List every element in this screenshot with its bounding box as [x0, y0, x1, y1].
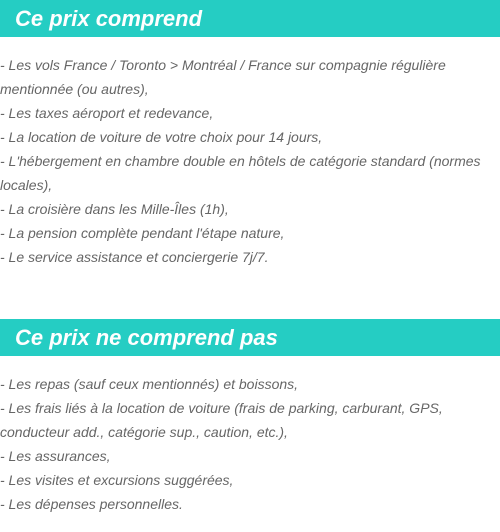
list-item: - Les visites et excursions suggérées, — [0, 472, 234, 488]
list-item: - La croisière dans les Mille-Îles (1h), — [0, 201, 229, 217]
list-item: - Les dépenses personnelles. — [0, 496, 183, 512]
list-item: - Les repas (sauf ceux mentionnés) et boissons, — [0, 376, 299, 392]
excludes-list — [0, 372, 500, 516]
list-item: - L'hébergement en chambre double en hôtels de catégorie standard (normes locales), — [0, 153, 481, 193]
list-item: - Les taxes aéroport et redevance, — [0, 105, 214, 121]
includes-section-title: Ce prix comprend — [0, 0, 500, 37]
list-item: - Les assurances, — [0, 448, 111, 464]
list-item: - La location de voiture de votre choix pour 14 jours, — [0, 129, 323, 145]
excludes-section-title: Ce prix ne comprend pas — [0, 319, 500, 356]
list-item: - Le service assistance et conciergerie 7j/7. — [0, 249, 269, 265]
list-item: - Les vols France / Toronto > Montréal / France sur compagnie régulière mentionnée (ou autres), — [0, 57, 446, 97]
includes-list — [0, 53, 500, 269]
list-item: - La pension complète pendant l'étape nature, — [0, 225, 285, 241]
list-item: - Les frais liés à la location de voiture (frais de parking, carburant, GPS, conducteur add., catégorie sup., caution, etc.), — [0, 400, 443, 440]
